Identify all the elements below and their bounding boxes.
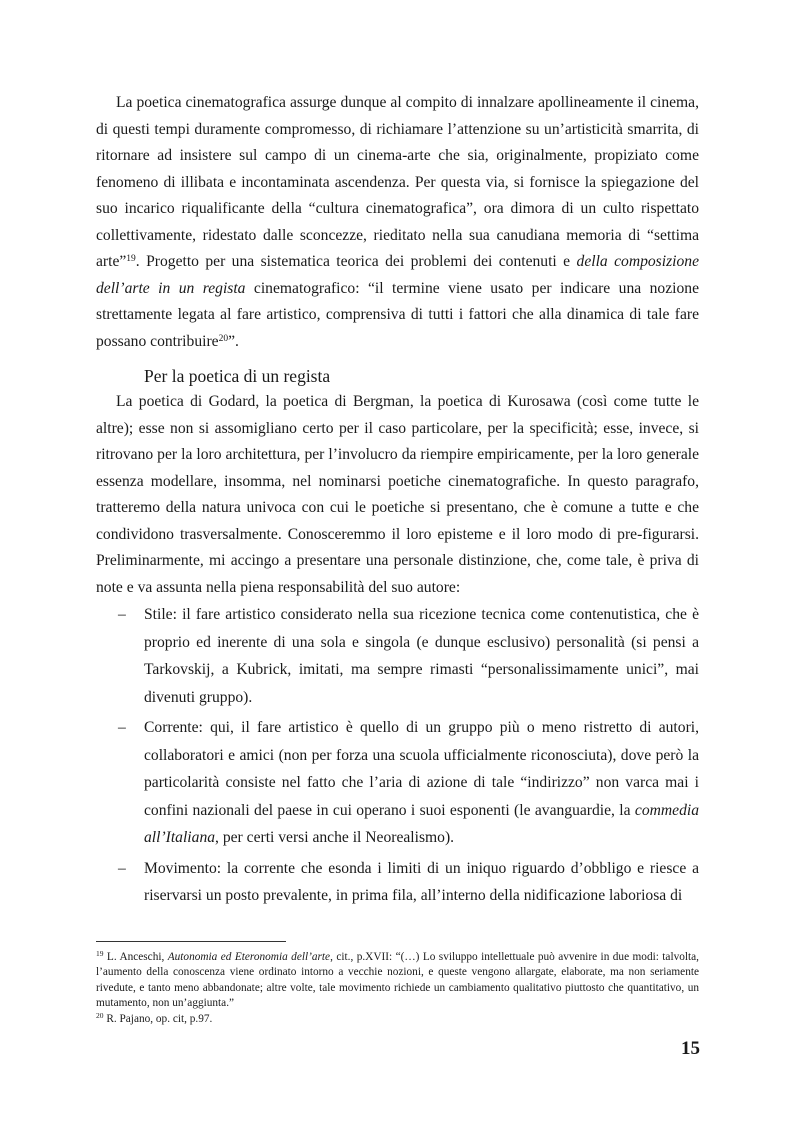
footnote-ref-20[interactable]: 20	[218, 333, 229, 344]
footnotes	[96, 941, 699, 1027]
footnote-20-text: R. Pajano, op. cit, p.97.	[103, 1012, 213, 1025]
list-item-stile	[96, 601, 699, 711]
list-item-corrente-text-1: Corrente: qui, il fare artistico è quello di un gruppo più o meno ristretto di autori, collaboratori e amici (non per forza una scuola ufficialmente riconosciuta), dove però la particolarità consiste nel fatto che l’aria di azione di tale “indirizzo” non varca mai i confini nazionali del paese in cui operano i suoi esponenti (le avanguardie, la	[144, 719, 699, 819]
footnote-19-author: L. Anceschi,	[103, 951, 168, 963]
list-item-corrente	[96, 714, 699, 852]
footnote-19-title: Autonomia ed Eteronomia dell’arte	[167, 951, 331, 963]
paragraph-intro-italic: della composizione dell’arte in un regista	[96, 253, 699, 297]
list-item-stile-text: Stile: il fare artistico considerato nella sua ricezione tecnica come contenutistica, che è proprio ed inerente di una sola e singola (e dunque esclusivo) personalità (si pensi a Tarkovskij, a Kubrick, imitati, ma sempre rimasti “personalissimamente unici”, mai divenuti gruppo).	[144, 606, 699, 706]
footnote-20-number: 20	[96, 1010, 104, 1020]
paragraph-intro-text-2: . Progetto per una sistematica teorica dei problemi dei contenuti e	[135, 253, 577, 270]
paragraph-intro	[96, 90, 699, 355]
paragraph-intro-text-1: La poetica cinematografica assurge dunque al compito di innalzare apollineamente il cinema, di questi tempi duramente compromesso, di richiamare l’attenzione su un’artisticità smarrita, di ritornare ad insistere sul campo di un cinema-arte che sia, originalmente, propiziato come fenomeno di illibata e incontaminata ascendenza. Per questa via, si fornisce la spiegazione del suo incarico riqualificante della “cultura cinematografica”, ora dimora di un culto rispettato collettivamente, ridestato dalle sconcezze, rieditato nella sua canudiana memoria di “settima arte”	[96, 94, 699, 270]
dash-bullet: –	[118, 606, 126, 623]
definition-list	[96, 601, 699, 910]
list-item-corrente-italic: commedia all’Italiana	[144, 801, 699, 846]
footnote-19-number: 19	[96, 949, 104, 958]
paragraph-intro-text-3: cinematografico: “il termine viene usato per indicare una nozione strettamente legata al fare artistico, comprensiva di tutti i fattori che alla dinamica di tale fare possano contribuire	[96, 279, 699, 350]
footnote-19-text: , cit., p.XVII: “(…) Lo sviluppo intellettuale può avvenire in due modi: talvolta, l’aumento della conoscenza viene ordinato intorno a vecchie nozioni, e queste vengono allargate, elaborate, ma non seriamente rivedute, e tanto meno abbandonate; altre volte, tale movimento richiede un cambiamento qualitativo piuttosto che quantitativo, un mutamento, non un’aggiunta.”	[96, 951, 699, 1010]
list-item-movimento-text: Movimento: la corrente che esonda i limiti di un iniquo riguardo d’obbligo e riesce a riservarsi un posto prevalente, in prima fila, all’interno della nidificazione laboriosa di	[144, 859, 699, 904]
page-number: 15	[681, 1038, 700, 1059]
list-item-movimento	[96, 855, 699, 910]
footnote-19	[96, 950, 699, 1012]
footnote-20	[96, 1012, 699, 1027]
footnote-ref-19[interactable]: 19	[126, 254, 136, 264]
dash-bullet: –	[118, 859, 126, 877]
footnote-divider	[96, 941, 286, 942]
section-heading: Per la poetica di un regista	[144, 366, 331, 386]
paragraph-poetics: La poetica di Godard, la poetica di Bergman, la poetica di Kurosawa (così come tutte le altre); esse non si assomigliano certo per il caso particolare, per la specificità; esse, invece, si ritrovano per la loro architettura, per l’involucro da riempire empiricamente, per la loro generale essenza modellare, insomma, nel nominarsi poetiche cinematografiche. In questo paragrafo, tratteremo della natura univoca con cui le poetiche si presentano, che è comune a tutte e che condividono trasversalmente. Conosceremmo il loro episteme e il loro modo di pre-figurarsi. Preliminarmente, mi accingo a presentare una personale distinzione, che, come tale, è priva di note e va assunta nella piena responsabilità del suo autore:	[96, 393, 699, 596]
paragraph-intro-text-4: ”.	[228, 332, 239, 350]
list-item-corrente-text-2: , per certi versi anche il Neorealismo).	[215, 829, 455, 846]
dash-bullet: –	[118, 719, 126, 736]
page-body	[96, 90, 699, 913]
